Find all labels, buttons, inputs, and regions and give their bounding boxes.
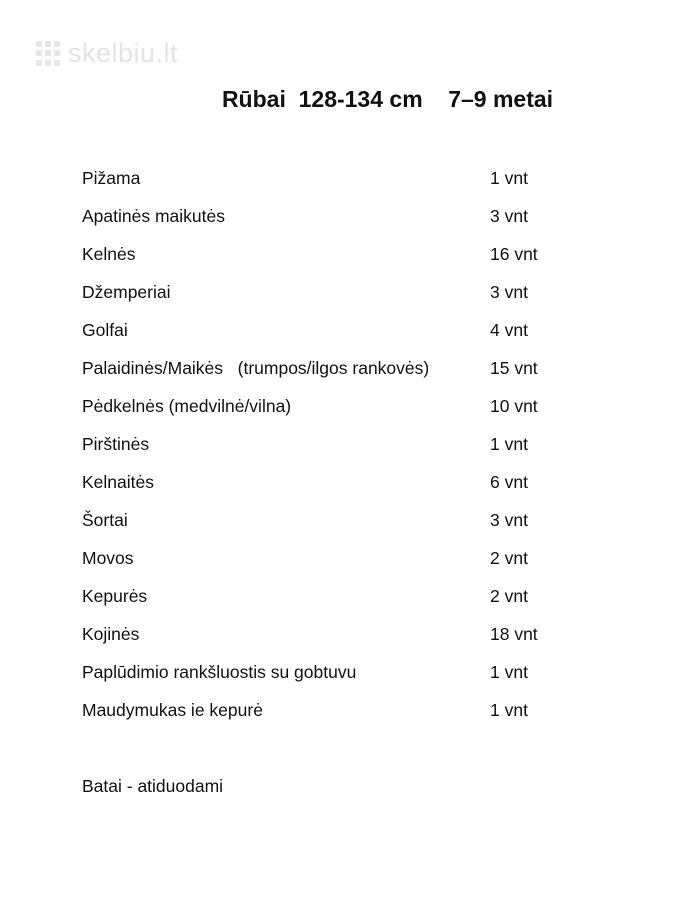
item-name: Paplūdimio rankšluostis su gobtuvu	[82, 662, 357, 682]
item-name: Pėdkelnės (medvilnė/vilna)	[82, 396, 292, 416]
item-qty: 18 vnt	[490, 624, 538, 644]
watermark	[36, 38, 178, 69]
item-qty: 3 vnt	[490, 510, 528, 530]
item-name: Šortai	[82, 510, 128, 530]
list-item	[82, 622, 642, 660]
item-qty: 1 vnt	[490, 700, 528, 720]
item-qty: 1 vnt	[490, 662, 528, 682]
list-item	[82, 280, 642, 318]
item-qty: 1 vnt	[490, 434, 528, 454]
item-name: Movos	[82, 548, 134, 568]
list-item	[82, 166, 642, 204]
watermark-text: skelbiu.lt	[68, 38, 179, 68]
list-item	[82, 470, 642, 508]
item-qty: 2 vnt	[490, 548, 528, 568]
item-name: Pirštinės	[82, 434, 150, 454]
list-item	[82, 660, 642, 698]
item-qty: 16 vnt	[490, 244, 538, 264]
item-name: Džemperiai	[82, 282, 171, 302]
item-qty: 2 vnt	[490, 586, 528, 606]
item-name: Maudymukas ie kepurė	[82, 700, 263, 720]
list-item	[82, 546, 642, 584]
item-qty: 4 vnt	[490, 320, 528, 340]
list-item	[82, 356, 642, 394]
list-item	[82, 394, 642, 432]
item-qty: 1 vnt	[490, 168, 528, 188]
list-item	[82, 432, 642, 470]
list-item	[82, 242, 642, 280]
item-qty: 15 vnt	[490, 358, 538, 378]
list-item	[82, 318, 642, 356]
list-item	[82, 508, 642, 546]
list-item	[82, 584, 642, 622]
item-name: Pižama	[82, 168, 141, 188]
item-name: Kojinės	[82, 624, 140, 644]
item-name: Golfai	[82, 320, 128, 340]
clothing-list	[82, 166, 642, 736]
item-name: Palaidinės/Maikės (trumpos/ilgos rankovės)	[82, 358, 430, 378]
list-item	[82, 204, 642, 242]
item-name: Kelnaitės	[82, 472, 154, 492]
item-qty: 3 vnt	[490, 206, 528, 226]
item-qty: 3 vnt	[490, 282, 528, 302]
item-qty: 6 vnt	[490, 472, 528, 492]
item-name: Kepurės	[82, 586, 148, 606]
page-title: Rūbai 128-134 cm 7–9 metai	[221, 86, 554, 112]
item-name: Apatinės maikutės	[82, 206, 225, 226]
dots-grid-icon	[36, 41, 62, 67]
list-item	[82, 698, 642, 736]
item-name: Kelnės	[82, 244, 136, 264]
footer-note: Batai - atiduodami	[82, 776, 224, 796]
item-qty: 10 vnt	[490, 396, 538, 416]
